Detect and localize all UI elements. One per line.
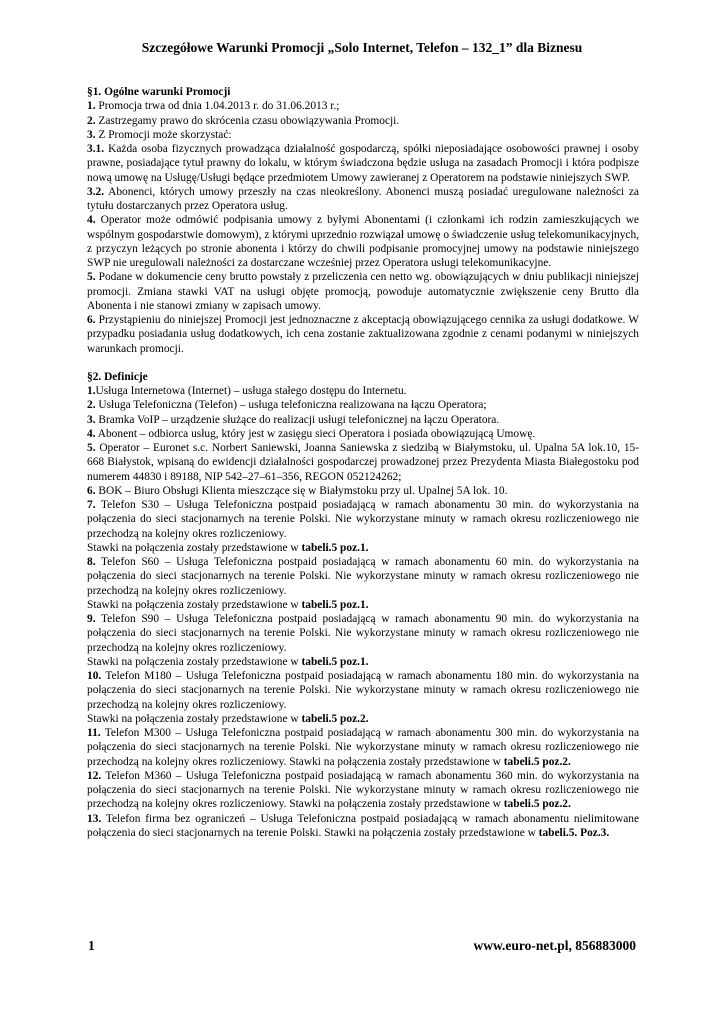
item-number: 3. xyxy=(87,413,96,426)
item-number: 8. xyxy=(87,556,96,568)
table-reference: tabeli.5 poz.2. xyxy=(503,798,571,811)
table-reference: tabeli.5 poz.1. xyxy=(301,598,369,611)
item-number: 3.2. xyxy=(87,185,105,198)
definition-item xyxy=(87,185,639,214)
item-text: Telefon M360 – Usługa Telefoniczna postpaid posiadającą w ramach abonamentu 360 min. do wykorzystania na połączenia do sieci stacjonarnych na terenie Polski. Nie wykorzystane minuty w ramach okresu rozliczeniowego nie przechodzą na kolejny okres rozliczeniowy. Stawki na połączenia zostały przedstawione w xyxy=(87,769,639,811)
definition-item xyxy=(87,484,639,498)
definition-item xyxy=(87,270,639,313)
item-number: 12. xyxy=(87,769,102,782)
item-text: Usługa Telefoniczna (Telefon) – usługa telefoniczna realizowana na łączu Operatora; xyxy=(95,399,487,412)
rates-line xyxy=(87,598,639,612)
rates-line xyxy=(87,541,639,555)
item-text: Bramka VoIP – urządzenie służące do realizacji usługi telefonicznej na łączu Operatora. xyxy=(95,413,500,426)
page-title: Szczegółowe Warunki Promocji „Solo Internet, Telefon – 132_1” dla Biznesu xyxy=(141,40,583,55)
rates-text: Stawki na połączenia zostały przedstawione w xyxy=(87,712,302,725)
item-number: 5. xyxy=(87,271,96,284)
definition-item xyxy=(87,128,639,142)
item-number: 6. xyxy=(87,484,96,497)
item-text: Promocja trwa od dnia 1.04.2013 r. do 31.06.2013 r.; xyxy=(95,100,340,113)
section-1-list xyxy=(87,99,639,356)
rates-line xyxy=(87,655,639,669)
item-number: 3. xyxy=(87,128,96,141)
item-text: Z Promocji może skorzystać: xyxy=(95,128,232,141)
section-1-heading: §1. Ogólne warunki Promocji xyxy=(87,86,231,98)
section-2-heading: §2. Definicje xyxy=(87,370,148,383)
section-2-list xyxy=(87,384,639,840)
item-text: Przystąpieniu do niniejszej Promocji jest jednoznaczne z akceptacją obowiązującego cennika za usługi dodatkowe. W przypadku posiadania usług dodatkowych, ich cena zostanie zaktualizowana zgodnie z cenami podanymi w niniejszych warunkach promocji. xyxy=(87,314,639,355)
item-text: Każda osoba fizycznych prowadząca działalność gospodarczą, spółki nieposiadające osobowości prawnej i osoby prawne, posiadające tytuł prawny do lokalu, w którym świadczona będzie usługa na zasadach Promocji i która podpisze nową umowę na Usługę/Usługi będące przedmiotem Umowy zawieranej z Operatorem na podstawie niniejszych SWP. xyxy=(87,143,639,184)
definition-item xyxy=(87,612,639,655)
rates-text: Stawki na połączenia zostały przedstawione w xyxy=(87,598,302,611)
definition-item xyxy=(87,213,639,270)
definition-item xyxy=(87,427,639,441)
document-body xyxy=(87,85,639,840)
item-number: 10. xyxy=(87,670,102,682)
item-text: BOK – Biuro Obsługi Klienta mieszczące się w Białymstoku przy ul. Upalnej 5A lok. 10. xyxy=(95,484,508,497)
item-text: Operator może odmówić podpisania umowy z byłymi Abonentami (i członkami ich rodzin zamieszkujących we wspólnym gospodarstwie domowym), z którymi uprzednio rozwiązał umowę o świadczenie usług telekomunikacyjnych, z przyczyn leżących po stronie abonenta i którzy do chwili podpisanie promocyjnej umowy na podstawie niniejszego SWP nie uregulowali należności za dostarczane wcześniej przez Operatora usługi telekomunikacyjne. xyxy=(87,214,639,269)
item-number: 4. xyxy=(87,214,96,227)
item-text: Operator – Euronet s.c. Norbert Saniewski, Joanna Saniewska z siedzibą w Białymstoku, ul. Upalna 5A lok.10, 15-668 Białystok, wpisaną do ewidencji działalności gospodarczej prowadzonej przez Prezydenta Miasta Białegostoku pod numerem 44830 i 89188, NIP 542–27–61–356, REGON 052124262; xyxy=(87,442,639,483)
item-text: Abonent – odbiorca usług, który jest w zasięgu sieci Operatora i posiada obowiązującą Umowę. xyxy=(95,427,536,440)
table-reference: tabeli.5 poz.1. xyxy=(301,541,369,554)
definition-item xyxy=(87,114,639,128)
item-number: 6. xyxy=(87,314,96,326)
item-text: Zastrzegamy prawo do skrócenia czasu obowiązywania Promocji. xyxy=(95,114,400,127)
definition-item xyxy=(87,413,639,427)
section-spacer xyxy=(87,356,639,370)
item-text: Telefon S30 – Usługa Telefoniczna postpaid posiadającą w ramach abonamentu 30 min. do wykorzystania na połączenia do sieci stacjonarnych na terenie Polski. Nie wykorzystane minuty w ramach okresu rozliczeniowego nie przechodzą na kolejny okres rozliczeniowy. xyxy=(87,499,639,540)
definition-item xyxy=(87,384,639,398)
rates-text: Stawki na połączenia zostały przedstawione w xyxy=(87,541,302,554)
item-number: 1. xyxy=(87,100,96,113)
footer-contact: www.euro-net.pl, 856883000 xyxy=(473,938,636,953)
item-number: 4. xyxy=(87,427,96,440)
definition-item xyxy=(87,313,639,356)
page-number: 1 xyxy=(88,938,95,953)
table-reference: tabeli.5 poz.1. xyxy=(301,655,369,668)
table-reference: tabeli.5. Poz.3. xyxy=(538,826,610,839)
definition-item xyxy=(87,726,639,769)
item-number: 11. xyxy=(87,727,101,739)
item-text: Telefon firma bez ograniczeń – Usługa Telefoniczna postpaid posiadającą w ramach abonamentu nielimitowane połączenia do sieci stacjonarnych na terenie Polski. Stawki na połączenia zostały przedstawione w xyxy=(87,812,639,839)
item-text: Podane w dokumencie ceny brutto powstały z przeliczenia cen netto wg. obowiązujących w dniu publikacji niniejszej promocji. Zmiana stawki VAT na usługi objęte promocją, powoduje automatycznie zwiększenie ceny Brutto dla Abonenta i nie stanowi zmiany w zapisach umowy. xyxy=(87,271,639,312)
definition-item xyxy=(87,142,639,185)
item-text: Telefon S60 – Usługa Telefoniczna postpaid posiadającą w ramach abonamentu 60 min. do wykorzystania na połączenia do sieci stacjonarnych na terenie Polski. Nie wykorzystane minuty w ramach okresu rozliczeniowego nie przechodzą na kolejny okres rozliczeniowy. xyxy=(87,556,639,597)
definition-item xyxy=(87,441,639,484)
table-reference: tabeli.5 poz.2. xyxy=(301,712,369,725)
item-number: 9. xyxy=(87,613,96,625)
item-number: 3.1. xyxy=(87,143,105,155)
definition-item xyxy=(87,398,639,412)
definition-item xyxy=(87,498,639,541)
item-text: Telefon M180 – Usługa Telefoniczna postpaid posiadającą w ramach abonamentu 180 min. do wykorzystania na połączenia do sieci stacjonarnych na terenie Polski. Nie wykorzystane minuty w ramach okresu rozliczeniowego nie przechodzą na kolejny okres rozliczeniowy. xyxy=(87,670,639,711)
item-number: 2. xyxy=(87,399,96,412)
item-number: 1. xyxy=(87,385,96,397)
definition-item xyxy=(87,769,639,812)
definition-item xyxy=(87,812,639,841)
definition-item xyxy=(87,669,639,712)
item-number: 13. xyxy=(87,812,102,825)
definition-item xyxy=(87,99,639,113)
table-reference: tabeli.5 poz.2. xyxy=(503,755,571,768)
item-text: Abonenci, których umowy przeszły na czas nieokreślony. Abonenci muszą posiadać uregulowane należności za tytułu dostarczanych przez Operatora usług. xyxy=(87,185,639,212)
rates-text: Stawki na połączenia zostały przedstawione w xyxy=(87,655,302,668)
definition-item xyxy=(87,555,639,598)
item-text: Telefon M300 – Usługa Telefoniczna postpaid posiadającą w ramach abonamentu 300 min. do wykorzystania na połączenia do sieci stacjonarnych na terenie Polski. Nie wykorzystane minuty w ramach okresu rozliczeniowego nie przechodzą na kolejny okres rozliczeniowy. Stawki na połączenia zostały przedstawione w xyxy=(87,727,639,768)
item-text: Telefon S90 – Usługa Telefoniczna postpaid posiadającą w ramach abonamentu 90 min. do wykorzystania na połączenia do sieci stacjonarnych na terenie Polski. Nie wykorzystane minuty w ramach okresu rozliczeniowego nie przechodzą na kolejny okres rozliczeniowy. xyxy=(87,613,639,654)
item-number: 7. xyxy=(87,499,96,511)
item-number: 2. xyxy=(87,114,96,127)
item-number: 5. xyxy=(87,442,96,454)
item-text: Usługa Internetowa (Internet) – usługa stałego dostępu do Internetu. xyxy=(95,385,407,397)
rates-line xyxy=(87,712,639,726)
